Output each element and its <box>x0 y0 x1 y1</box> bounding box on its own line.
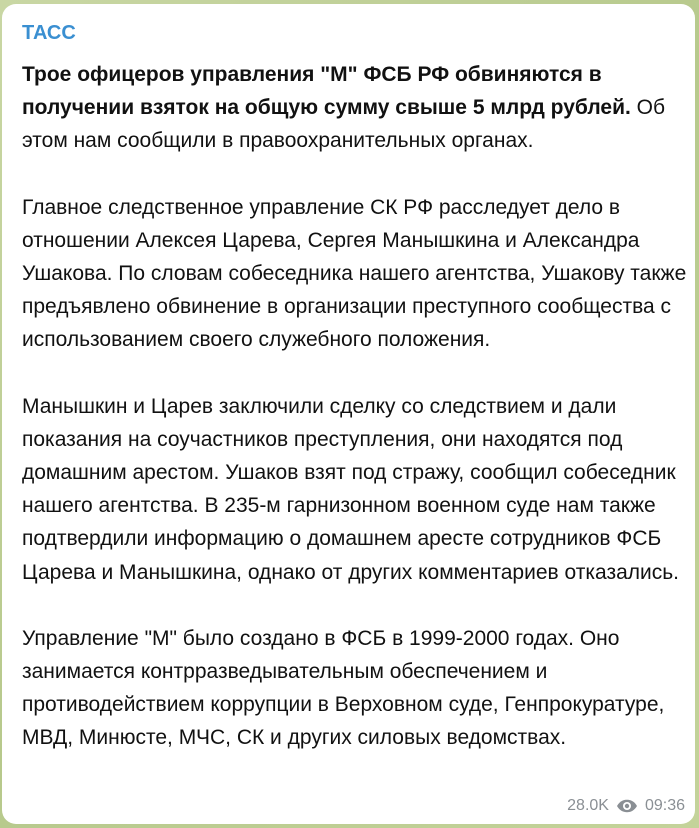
channel-name[interactable]: ТАСС <box>22 22 76 44</box>
message-paragraph <box>22 58 687 158</box>
message-bubble <box>2 4 695 824</box>
message-meta <box>567 796 685 816</box>
message-paragraph: Управление "М" было создано в ФСБ в 1999-2000 годах. Оно занимается контрразведывательным обеспечением и противодействием коррупции в Верховном суде, Генпрокуратуре, МВД, Минюсте, МЧС, СК и других силовых ведомствах. <box>22 626 665 750</box>
views-count: 28.0K <box>567 797 609 814</box>
message-lead-bold: Трое офицеров управления "М" ФСБ РФ обвиняются в получении взяток на общую сумму свыше 5 млрд рублей. <box>22 63 631 120</box>
message-lead-rest: Об этом нам сообщили в правоохранительных органах. <box>22 96 666 153</box>
message-paragraph: Манышкин и Царев заключили сделку со следствием и дали показания на соучастников преступления, они находятся под домашним арестом. Ушаков взят под стражу, сообщил собеседник нашего агентства. В 235-м гарнизонном военном суде нам также подтвердили информацию о домашнем аресте сотрудников ФСБ Царева и Манышкина, однако от других комментариев отказались. <box>22 394 680 584</box>
message-time: 09:36 <box>644 797 685 814</box>
eye-icon <box>616 799 638 813</box>
message-paragraph: Главное следственное управление СК РФ расследует дело в отношении Алексея Царева, Сергея Манышкина и Александра Ушакова. По словам собеседника нашего агентства, Ушакову также предъявлено обвинение в организации преступного сообщества с использованием своего служебного положения. <box>22 195 687 352</box>
message-text <box>22 58 687 755</box>
